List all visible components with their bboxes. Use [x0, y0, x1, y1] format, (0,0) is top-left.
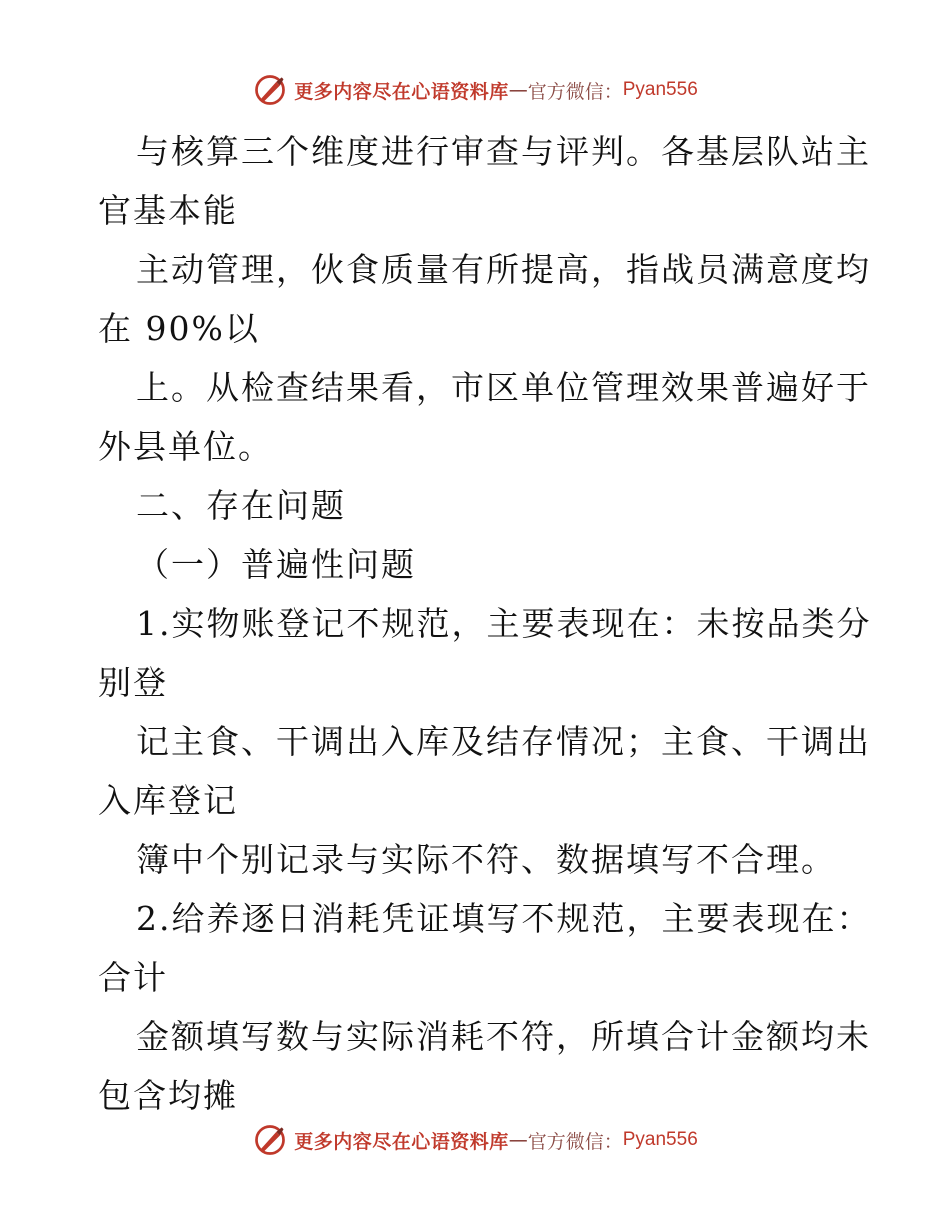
- text-line: 主动管理，伙食质量有所提高，指战员满意度均: [136, 250, 871, 289]
- banner-wechat-id: Pyan556: [622, 1129, 698, 1150]
- text-line: 簿中个别记录与实际不符、数据填写不合理。: [136, 840, 836, 879]
- text-line: 2.给养逐日消耗凭证填写不规范，主要表现在：: [136, 899, 872, 938]
- text-line: 入库登记: [98, 781, 238, 820]
- text-line: 二、存在问题: [136, 486, 346, 525]
- pen-logo-icon: [252, 72, 288, 108]
- text-line: 上。从检查结果看，市区单位管理效果普遍好于: [136, 368, 871, 407]
- banner-label: 官方微信：: [527, 1130, 623, 1153]
- footer-watermark-banner: [0, 1120, 950, 1160]
- banner-main-text: 更多内容尽在心语资料库: [294, 1130, 509, 1153]
- text-line: 合计: [98, 958, 168, 997]
- text-line: 与核算三个维度进行审查与评判。各基层队站主: [136, 132, 871, 171]
- header-watermark-banner: [0, 70, 950, 110]
- banner-separator: —: [508, 1129, 528, 1151]
- banner-wechat-id: Pyan556: [622, 79, 698, 100]
- text-line: 包含均摊: [98, 1076, 238, 1115]
- text-line: 1.实物账登记不规范，主要表现在：未按品类分: [136, 604, 872, 643]
- text-line: 记主食、干调出入库及结存情况；主食、干调出: [136, 722, 871, 761]
- banner-separator: —: [508, 79, 528, 101]
- text-line: 外县单位。: [98, 427, 273, 466]
- text-line: 别登: [98, 663, 168, 702]
- text-line: 在 90%以: [98, 309, 260, 348]
- banner-label: 官方微信：: [527, 80, 623, 103]
- text-line: 金额填写数与实际消耗不符，所填合计金额均未: [136, 1017, 871, 1056]
- text-line: 官基本能: [98, 191, 238, 230]
- text-line: （一）普遍性问题: [136, 545, 416, 584]
- banner-main-text: 更多内容尽在心语资料库: [294, 80, 509, 103]
- pen-logo-icon: [252, 1122, 288, 1158]
- document-body: [98, 122, 872, 1125]
